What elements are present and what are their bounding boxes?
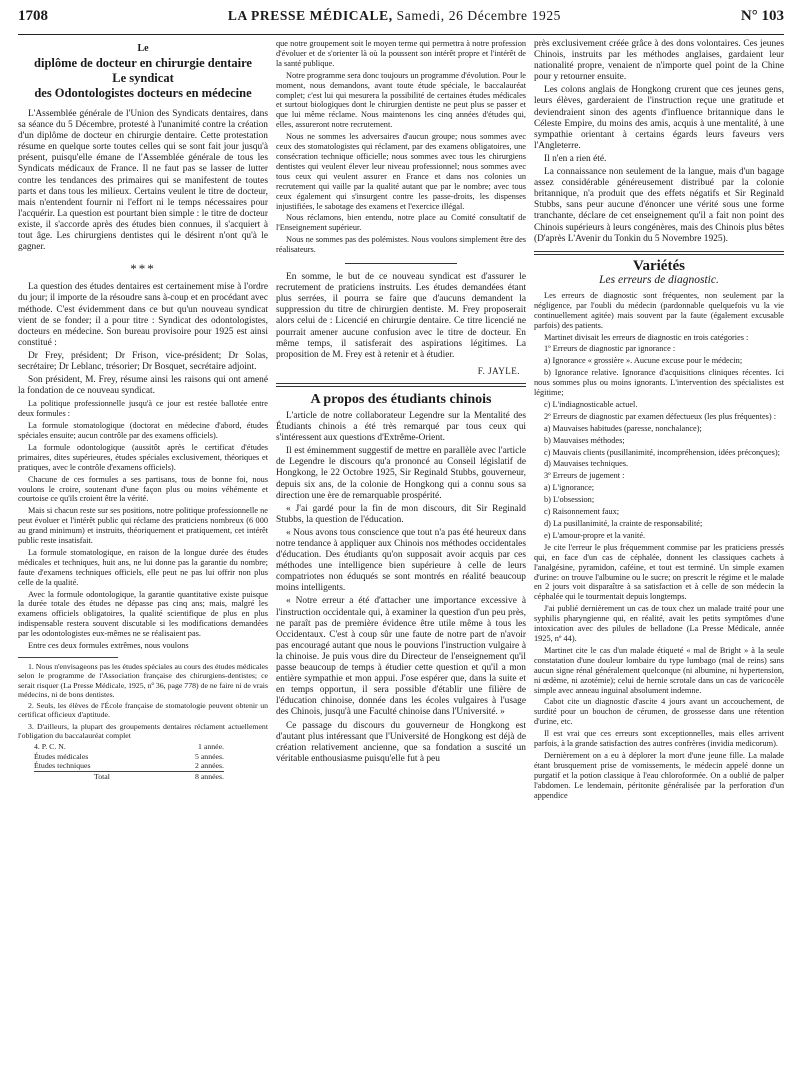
paragraph: La formule stomatologique (doctorat en médecine d'abord, études spéciales ensuite; aucun contrôle par des examens officiels). [18,421,268,440]
list-item: b) L'obsession; [544,495,595,505]
column-1 [18,39,268,1079]
footnote: 1. Nous n'envisageons pas les études spéciales au cours des études médicales selon le programme de l'Association française des chirurgiens-dentistes; ce serait risquer (La Presse Médicale, 1925, nº 36, page 778) de ne faire ni de vrais médecins, ni de bons dentistes. [18,662,268,699]
studies-total-row [34,771,224,782]
article-title-diplome [18,41,268,101]
paragraph: Nous ne sommes les adversaires d'aucun groupe; nous sommes avec ceux des stomatologistes qui réclament, par des examens obligatoires, une consécration technique officielle; nous sommes avec tous les chirurgiens dentistes qui veulent élever leur niveau professionnel; nous sommes avec tous ceux qui veulent assurer en France et dans nos colonies un recrutement qui vaille par la qualité autant que par le nombre; avec tous ceux également qui s'insurgent contre les passe-droits, les dispenses injustifiées, le sabotage des examens et l'exercice illégal. [276,132,526,211]
list-item: a) Mauvaises habitudes (paresse, nonchalance); [544,423,702,433]
paragraph: Martinet divisait les erreurs de diagnostic en trois catégories : [544,332,749,342]
paragraph: Ce passage du discours du gouverneur de Hongkong est d'autant plus intéressant que l'Université de Hongkong est déjà de création relativement ancienne, que sa fondation a suscité un véritable enthousiasme puisqu'elle fut à peu [276,720,526,764]
signature: F. JAYLE. [477,365,520,376]
divider [345,263,458,264]
section-rule [276,383,526,387]
footnote: 3. D'ailleurs, la plupart des groupements dentaires réclament actuellement l'obligation du baccalauréat complet [18,721,268,741]
paragraph: près exclusivement créée grâce à des dons volontaires. Ces jeunes Chinois, instruits par les méthodes anglaises, gardaient leur nationalité propre, venaient de n'importe quel point de la Chine pour y retourner ensuite. [534,39,784,83]
footnote: 2. Seuls, les élèves de l'École française de stomatologie peuvent obtenir un certificat officieux d'aptitude. [18,701,268,720]
paragraph: J'ai publié dernièrement un cas de toux chez un malade traité pour une syphilis pharyngienne qui, en réalité, avait les petits symptômes d'une intoxication avec des pilules de belladone (La Presse Médicale, année 1925, nº 44). [534,604,784,643]
paragraph: Avec la formule odontologique, la garantie quantitative existe puisque la durée totale des études ne dépasse pas cinq ans; mais, malgré les examens officiels obligatoires, la qualité scientifique de plus en plus indispensable restera souvent discutable si les modifications demandées par les odontologistes eux-mêmes ne se réalisaient pas. [18,589,268,639]
studies-value: 2 années. [194,761,224,771]
paragraph: La formule stomatologique, en raison de la longue durée des études médicales et techniques, huit ans, ne lui donne pas la garantie du nombre; faute d'examens techniques officiels, elle peut ne pas lui offrir non plus celle de la qualité. [18,547,268,587]
list-item: d) Mauvaises techniques. [544,459,629,469]
list-item: 3º Erreurs de jugement : [544,471,625,481]
paragraph: Martinet cite le cas d'un malade étiqueté « mal de Bright » à la seule constatation d'une douleur lombaire du type lumbago (mal de reins) sans aucun signe rénal généralement quelconque (ni albumine, ni hypertension, ni œdème, ni azotémie); celui de hernie scrotale dans un cas de varicocèle simple avec anneau inguinal absolument indemne. [534,645,784,695]
studies-row [34,761,224,771]
paragraph: Chacune de ces formules a ses partisans, tous de bonne foi, nous voulons le croire, soutenant d'une façon plus ou moins véhémente et courtoise ce qu'ils croient être la vérité. [18,474,268,504]
footnote-rule [18,657,118,658]
paragraph: « Nous avons tous conscience que tout n'a pas été heureux dans notre tendance à appliquer aux Chinois nos méthodes occidentales d'éducation. Des étudiants qu'on supposait avoir acquis par ces méthodes une intelligence bien supérieure à celle de leurs compatriotes non éduqués se sont montrés en réalité beaucoup moins intelligents. [276,527,526,594]
paragraph: Cabot cite un diagnostic d'ascite 4 jours avant un accouchement, de surdité pour un bouchon de cérumen, de grossesse dans une rétention d'urine, etc. [534,697,784,727]
issue-number: N° 103 [740,8,784,24]
paragraph: Dernièrement on a eu à déplorer la mort d'une jeune fille. La malade étant brusquement prise de vomissements, le médecin appelé donne un purgatif et la potion classique à l'eau chloroformée. On a oublié de palper l'abdomen. Le lendemain, péritonite généralisée par la perforation d'un appendice [534,750,784,800]
paragraph: Les erreurs de diagnostic sont fréquentes, non seulement par la négligence, par l'oubli du médecin (pardonnable quelquefois vu la vie continuellement agitée) mais souvent par la faute (également excusable parfois) des patients. [534,290,784,330]
paragraph: Notre programme sera donc toujours un programme d'évolution. Pour le moment, nous demandons, avant toute étude spéciale, le baccalauréat complet; c'est lui qui mesurera la possibilité de certaines études médicales et surtout biologiques dont le chirurgien dentiste ne peut plus se passer et que lui même réclame. Nous maintenons les cinq années d'études qui, elles, assureront notre recrutement. [276,70,526,130]
paragraph: Les colons anglais de Hongkong crurent que ces jeunes gens, leurs élèves, garderaient de l'instruction reçue une gratitude et deviendraient sinon des agents d'influence britannique dans le Céleste Empire, du moins des amis, acquis à une mentalité, à une sympathie orientant à certains égards leurs faveurs vers l'Angleterre. [534,85,784,151]
publication-name: LA PRESSE MÉDICALE, [227,8,393,23]
list-item: c) Raisonnement faux; [544,507,620,517]
paragraph: Nous ne sommes pas des polémistes. Nous voulons simplement être des réalisateurs. [276,235,526,255]
paragraph: La formule odontologique (aussitôt après le certificat d'études primaires, dites supérieures, études spéciales exclusivement, théoriques et pratiques, avec le contrôle d'examens officiels). [18,442,268,472]
list-item: b) Mauvaises méthodes; [544,435,625,445]
separator-stars: *** [130,261,156,277]
studies-row [34,752,224,762]
paragraph: La connaissance non seulement de la langue, mais d'un bagage assez considérable généreusement distribué par la colonie britannique, n'a produit que des effets négatifs et Sir Reginald Stubbs, sans peur aucune d'énoncer une vérité sous une forme tranchante, déclare de cet enseignement qu'il a fait non point des Chinois supérieurs à leurs congénères, mais des Chinois plus bêtes (D'après L'Avenir du Tonkin du 5 Novembre 1925). [534,167,784,244]
issue-date: Samedi, 26 Décembre 1925 [396,8,562,23]
list-item: e) L'amour-propre et la vanité. [544,530,646,540]
section-title-varietes: Variétés [633,257,685,274]
paragraph: L'Assemblée générale de l'Union des Syndicats dentaires, dans sa séance du 5 Décembre, protesté à l'unanimité contre la création d'un diplôme de docteur en chirurgie dentaire. Cette protestation résume en quelque sorte toutes celles qui se sont fait jour jusqu'à présent, puisqu'elle émane de l'Assemblée générale de tous les Syndicats médicaux de France. Il ne faut pas se lasser de lutter contre les tendances des primaires qui se manifestent de toutes parts et dans tous les milieux. Certains veulent le titre de docteur, mais n'entendent fournir ni l'effort ni le temps nécessaires pour l'acquérir. La question est pourtant bien simple : le titre de docteur existe, il s'accorde après des études bien connues, il s'acquiert à tout âge. Les chirurgiens dentistes qui le désirent n'ont qu'à le gagner. [18,109,268,253]
title-line-2: diplôme de docteur en chirurgie dentaire [34,56,252,70]
paragraph: Je cite l'erreur le plus fréquemment commise par les praticiens pressés qui, en face d'un cas de céphalée, donnent les classiques cachets à l'analgésine, pyramidon, caféine, et tout est terminé. Un simple examen d'urine: on trouve l'albumine ou le sucre; on prescrit le régime et le malade en 2 jours voit disparaître à sa satisfaction et à celle de son médecin la céphalée qui le tourmentait depuis longtemps. [534,542,784,602]
paragraph: La politique professionnelle jusqu'à ce jour est restée ballotée entre deux formules : [18,399,268,419]
quoted-statement [18,399,268,651]
paragraph: Il est vrai que ces erreurs sont exceptionnelles, mais elles arrivent parfois, à la grande satisfaction des autres confrères (invidia medicorum). [534,729,784,749]
article-subtitle-erreurs: Les erreurs de diagnostic. [599,273,719,286]
column-2 [276,39,526,1079]
section-rule [534,251,784,255]
paragraph: « Notre erreur a été d'attacher une importance excessive à l'instruction occidentale qui, à examiner la question d'un peu près, ne paraît pas de première évidence être utile même à tous les Occidentaux. C'est à coup sûr une faute de notre part de n'avoir pas encouragé autant que nous le pouvions l'instruction vulgaire à la chinoise. Je puis vous dire du Directeur de l'enseignement qu'il passe beaucoup de temps à étudier cette question et qu'il a mon entière sympathie et mon appui. J'ose espérer que, dans la suite et en temps opportun, il sera possible d'établir une filière de l'éducation chinoise, donnée dans les écoles vulgaires à l'usage des Chinois, jusqu'à une Faculté chinoise dans l'Université. » [276,596,526,718]
page-number: 1708 [18,8,48,24]
list-item: b) Ignorance relative. Ignorance d'acquisitions cliniques récentes. Ici nous sommes plus ou moins ignorants. L'intervention des spécialistes est légitime; [534,368,784,398]
paragraph: Il est éminemment suggestif de mettre en parallèle avec l'article de Legendre le discours qu'a prononcé au Conseil législatif de Hongkong, le 22 Octobre 1925, Sir Reginald Stubbs, gouverneur, depuis six ans, de la colonie de Hongkong qui a connu sous sa direction une ère de remarquable prospérité. [276,446,526,501]
paragraph: que notre groupement soit le moyen terme qui permettra à notre profession d'évoluer et de s'orienter là où la poussent son intérêt propre et l'intérêt de la santé publique. [276,39,526,68]
title-line-1: Le [137,43,149,54]
paragraph: En somme, le but de ce nouveau syndicat est d'assurer le recrutement de praticiens instruits. Les études demandées étant plus serrées, il pourra se faire que d'aucuns demandent la suppression du titre de chirurgien dentiste. M. Frey proposerait alors celui de : Licencié en chirurgie dentaire. Ce titre licencié ne pourrait amener aucune confusion avec le titre de docteur. En même temps, il satisferait des aspirations légitimes. La proposition de M. Frey est à retenir et à étudier. [276,272,526,360]
list-item: d) La pusillanimité, la crainte de responsabilité; [544,519,703,528]
varietes-body [534,291,784,801]
list-item: c) Mauvais clients (pusillanimité, incompréhension, idées préconçues); [544,447,780,457]
list-item: a) L'ignorance; [544,483,595,493]
studies-value: 1 année. [198,742,224,752]
paragraph: La question des études dentaires est certainement mise à l'ordre du jour; il importe de la résoudre sans à-coup et en procédant avec méthode. C'est évidemment dans ce but qu'un nouveau syndicat vient de se fonder; il a pour titre : Syndicat des odontologistes, docteurs en médecine. Son bureau provisoire pour 1925 est ainsi constitué : [18,282,268,348]
column-3 [534,39,784,1079]
list-item: 2º Erreurs de diagnostic par examen défectueux (les plus fréquentes) : [544,411,777,421]
studies-total-label: Total [94,771,110,781]
paragraph: L'article de notre collaborateur Legendre sur la Mentalité des Étudiants chinois a été très remarqué par tous ceux qui s'intéressent aux questions d'Extrême-Orient. [276,410,526,444]
studies-label: Études médicales [34,751,89,761]
studies-label: 4. P. C. N. [34,742,66,752]
publication-title [228,8,561,24]
quoted-statement-cont [276,39,526,255]
paragraph: Nous réclamons, bien entendu, notre place au Comité consultatif de l'Enseignement supérieur. [276,213,526,233]
paragraph: Mais si chacun reste sur ses positions, notre politique professionnelle ne peut évoluer et l'intérêt public qui réclame des praticiens nombreux (6 000 au grand minimum) et instruits, théoriquement et pratiquement, cet intérêt public reste insatisfait. [18,506,268,546]
bureau-list: Dr Frey, président; Dr Frison, vice-président; Dr Solas, secrétaire; Dr Leblanc, trésorier; Dr Bosquet, secrétaire adjoint. [18,350,268,372]
paragraph: Il n'en a rien été. [544,153,607,164]
page-header [18,8,784,35]
title-line-4: des Odontologistes docteurs en médecine [34,86,252,100]
studies-label: Études techniques [34,761,91,771]
studies-value: 5 années. [194,751,224,761]
studies-total-value: 8 années. [194,771,224,781]
paragraph: « J'ai gardé pour la fin de mon discours, dit Sir Reginald Stubbs, la question de l'éducation. [276,503,526,525]
studies-table [34,742,268,781]
title-line-3: Le syndicat [112,71,174,85]
section-title-chinois: A propos des étudiants chinois [310,391,492,407]
list-item: a) Ignorance « grossière ». Aucune excuse pour le médecin; [544,356,743,366]
list-item: 1º Erreurs de diagnostic par ignorance : [544,344,676,354]
paragraph: Son président, M. Frey, résume ainsi les raisons qui ont amené la fondation de ce nouveau syndicat. [18,375,268,397]
studies-row [34,742,224,752]
list-item: c) L'indiagnosticable actuel. [544,399,638,409]
paragraph: Entre ces deux formules extrêmes, nous voulons [28,641,189,651]
